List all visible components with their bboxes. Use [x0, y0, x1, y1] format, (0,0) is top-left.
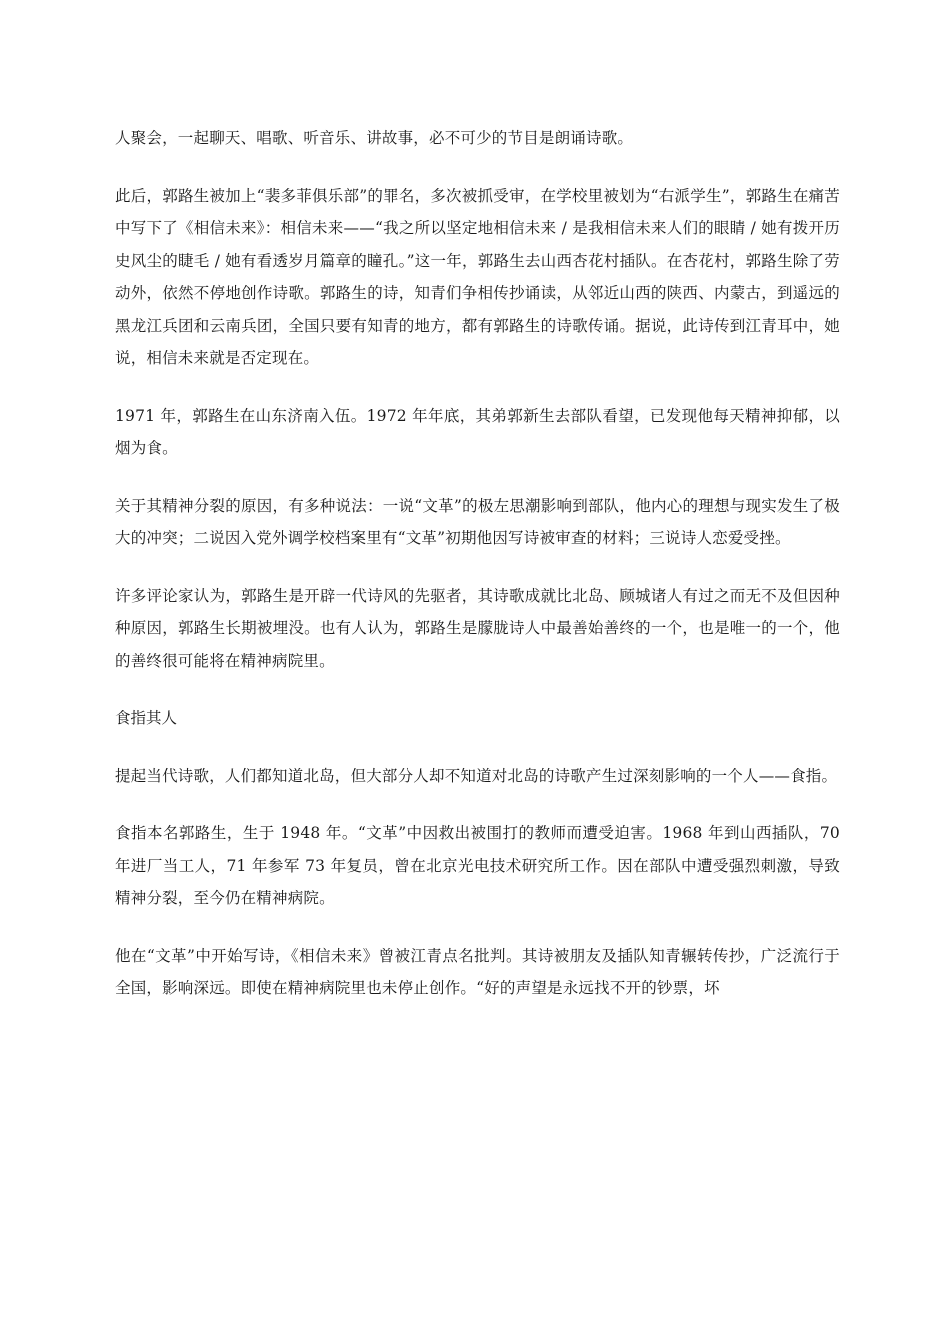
paragraph-gap	[115, 735, 840, 760]
paragraph-gathering: 人聚会，一起聊天、唱歌、听音乐、讲故事，必不可少的节目是朗诵诗歌。	[115, 129, 634, 147]
paragraph-contemporary-poetry: 提起当代诗歌，人们都知道北岛，但大部分人却不知道对北岛的诗歌产生过深刻影响的一个人——食指。	[115, 766, 838, 785]
paragraph-gap	[115, 155, 840, 180]
paragraph-schizophrenia-causes: 关于其精神分裂的原因，有多种说法：一说“文革”的极左思潮影响到部队，他内心的理想与现实发生了极大的冲突；二说因入党外调学校档案里有“文革”初期他因写诗被审查的材料；三说诗人恋爱受挫。	[115, 496, 840, 547]
paragraph-gap	[115, 677, 840, 702]
paragraph-critics: 许多评论家认为，郭路生是开辟一代诗风的先驱者，其诗歌成就比北岛、顾城诸人有过之而无不及但因种种原因，郭路生长期被埋没。也有人认为，郭路生是朦胧诗人中最善始善终的一个，也是唯一的一个，他的善终很可能将在精神病院里。	[115, 586, 840, 670]
paragraph-gap	[115, 915, 840, 940]
paragraph-gap	[115, 465, 840, 490]
paragraph-1971: 1971 年，郭路生在山东济南入伍。1972 年年底，其弟郭新生去部队看望，已发现他每天精神抑郁，以烟为食。	[115, 406, 840, 457]
paragraph-believe-future: 此后，郭路生被加上“裴多菲俱乐部”的罪名，多次被抓受审，在学校里被划为“右派学生”，郭路生在痛苦中写下了《相信未来》：相信未来——“我之所以坚定地相信未来 / 是我相信未来人们的眼睛 / 她有拨开历史风尘的睫毛 / 她有看透岁月篇章的瞳孔。”这一年，郭路生去山西杏花村插队。在杏花村，郭路生除了劳动外，依然不停地创作诗歌。郭路生的诗，知青们争相传抄诵读，从邻近山西的陕西、内蒙古，到遥远的黑龙江兵团和云南兵团，全国只要有知青的地方，都有郭路生的诗歌传诵。据说，此诗传到江青耳中，她说，相信未来就是否定现在。	[115, 186, 840, 367]
paragraph-gap	[115, 555, 840, 580]
paragraph-gap	[115, 792, 840, 817]
document-page	[115, 122, 840, 1005]
section-heading: 食指其人	[115, 709, 178, 727]
paragraph-writing: 他在“文革”中开始写诗，《相信未来》曾被江青点名批判。其诗被朋友及插队知青辗转传抄，广泛流行于全国，影响深远。即使在精神病院里也未停止创作。“好的声望是永远找不开的钞票，坏	[115, 946, 840, 997]
paragraph-biography: 食指本名郭路生，生于 1948 年。“文革”中因救出被围打的教师而遭受迫害。1968 年到山西插队，70 年进厂当工人，71 年参军 73 年复员，曾在北京光电技术研究所工作。因在部队中遭受强烈刺激，导致精神分裂，至今仍在精神病院。	[115, 824, 840, 907]
paragraph-gap	[115, 375, 840, 400]
